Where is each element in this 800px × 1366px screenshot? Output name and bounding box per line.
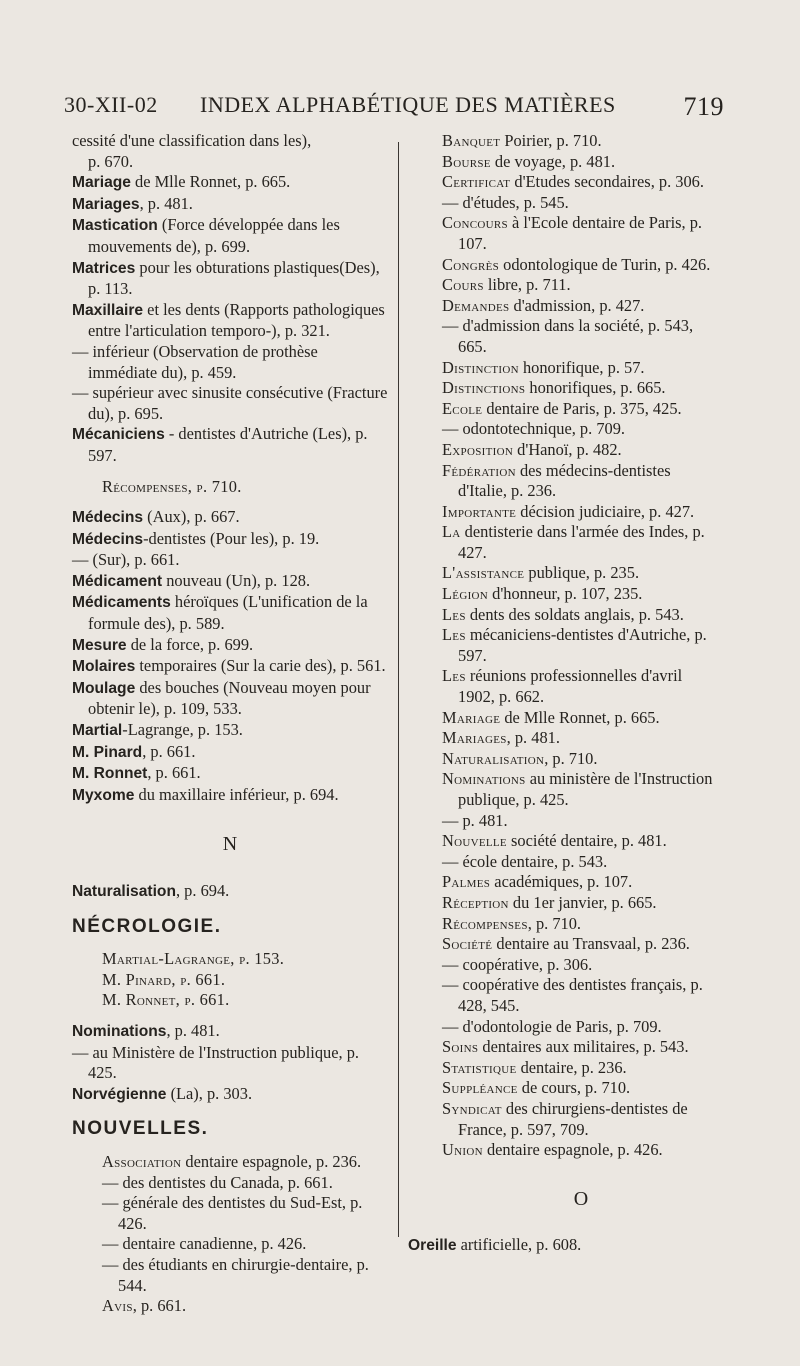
index-entry: Les réunions professionnelles d'avril 1902, p. 662. [442,666,683,707]
index-entry: Mariages, p. 481. [72,193,193,213]
index-subentry: — inférieur (Observation de prothèse immédiate du), p. 459. [72,341,318,382]
index-entry: Médicaments héroïques (L'unification de la formule des), p. 589. [72,592,368,634]
index-entry: Naturalisation, p. 710. [442,748,598,768]
index-subentry: — p. 481. [442,810,508,830]
index-subentry: — (Sur), p. 661. [72,550,180,570]
index-entry: Bourse de voyage, p. 481. [442,151,616,171]
right-column [408,131,720,1257]
index-subentry: M. Pinard, p. 661. [102,969,226,989]
index-subentry: — des dentistes du Canada, p. 661. [102,1172,333,1192]
index-entry: Importante décision judiciaire, p. 427. [442,501,695,521]
section-heading-nouvelles: NOUVELLES. [72,1118,209,1140]
page-number: 719 [683,92,724,121]
index-subentry: Avis, p. 661. [102,1296,187,1316]
index-entry: Exposition d'Hanoï, p. 482. [442,439,622,459]
index-subentry: M. Ronnet, p. 661. [102,990,230,1010]
index-subentry: Association dentaire espagnole, p. 236. [102,1151,362,1171]
index-entry: Norvégienne (La), p. 303. [72,1083,253,1103]
index-entry: M. Ronnet, p. 661. [72,763,201,783]
index-entry: Mesure de la force, p. 699. [72,634,254,654]
index-entry: Les dents des soldats anglais, p. 543. [442,604,684,624]
index-entry: Demandes d'admission, p. 427. [442,295,645,315]
index-entry: Maxillaire et les dents (Rapports pathologiques entre l'articulation temporo-), p. 321. [72,299,385,341]
index-entry: Mariages, p. 481. [442,728,560,748]
index-entry: Nominations, p. 481. [72,1020,220,1040]
index-entry: Mécaniciens - dentistes d'Autriche (Les), p. 597. [72,424,368,465]
index-subentry: — coopérative, p. 306. [442,954,593,974]
index-entry: L'assistance publique, p. 235. [442,563,640,583]
index-subentry: — supérieur avec sinusite consécutive (Fracture du), p. 695. [72,383,388,423]
header-title: INDEX ALPHABÉTIQUE DES MATIÈRES [200,92,616,117]
index-subentry: Martial-Lagrange, p. 153. [102,949,285,969]
index-entry: Ecole dentaire de Paris, p. 375, 425. [442,398,682,418]
index-subentry: — d'études, p. 545. [442,192,569,212]
index-subentry: — d'odontologie de Paris, p. 709. [442,1016,662,1036]
index-entry: Récompenses, p. 710. [442,913,582,933]
index-entry: Congrès odontologique de Turin, p. 426. [442,254,711,274]
index-entry: Oreille artificielle, p. 608. [408,1235,582,1255]
index-entry: cessité d'une classification dans les), p. 670. [72,131,312,171]
index-entry: Union dentaire espagnole, p. 426. [442,1140,663,1160]
index-entry: Myxome du maxillaire inférieur, p. 694. [72,784,339,804]
index-entry: Les mécaniciens-dentistes d'Autriche, p. 597. [442,625,707,665]
index-entry: Distinctions honorifiques, p. 665. [442,378,666,398]
index-entry: Récompenses, p. 710. [102,476,242,496]
section-heading-necrologie: NÉCROLOGIE. [72,915,222,937]
index-entry: Mastication (Force développée dans les mouvements de), p. 699. [72,215,340,256]
index-entry: Martial-Lagrange, p. 153. [72,720,243,740]
index-entry: Matrices pour les obturations plastiques(Des), p. 113. [72,257,380,299]
index-entry: Statistique dentaire, p. 236. [442,1057,627,1077]
index-subentry: — au Ministère de l'Instruction publique, p. 425. [72,1042,360,1083]
index-subentry: — d'admission dans la société, p. 543, 665. [442,316,694,356]
section-letter-o: O [573,1187,589,1210]
index-entry: Médecins-dentistes (Pour les), p. 19. [72,528,320,548]
header-date: 30-XII-02 [64,92,158,117]
index-entry: Fédération des médecins-dentistes d'Italie, p. 236. [442,460,671,501]
index-entry: M. Pinard, p. 661. [72,741,196,761]
index-entry: Mariage de Mlle Ronnet, p. 665. [442,707,660,727]
index-entry: Concours à l'Ecole dentaire de Paris, p. 107. [442,213,703,253]
running-header [64,92,724,126]
index-entry: Médicament nouveau (Un), p. 128. [72,570,311,590]
index-subentry: — odontotechnique, p. 709. [442,419,626,439]
index-subentry: — école dentaire, p. 543. [442,851,608,871]
index-entry: Syndicat des chirurgiens-dentistes de France, p. 597, 709. [442,1098,688,1139]
section-letter-n: N [222,833,238,856]
index-entry: Molaires temporaires (Sur la carie des), p. 561. [72,656,386,676]
index-entry: Palmes académiques, p. 107. [442,872,633,892]
index-entry: La dentisterie dans l'armée des Indes, p. 427. [442,522,705,562]
index-entry: Légion d'honneur, p. 107, 235. [442,584,643,604]
index-entry: Nouvelle société dentaire, p. 481. [442,831,667,851]
index-entry: Suppléance de cours, p. 710. [442,1078,631,1098]
index-entry: Soins dentaires aux militaires, p. 543. [442,1037,689,1057]
column-divider [398,142,399,1237]
index-entry: Réception du 1er janvier, p. 665. [442,892,657,912]
index-subentry: — des étudiants en chirurgie-dentaire, p. 544. [102,1254,369,1295]
index-entry: Médecins (Aux), p. 667. [72,507,240,527]
left-column [72,131,388,1317]
index-entry: Nominations au ministère de l'Instruction publique, p. 425. [442,769,713,809]
index-entry: Distinction honorifique, p. 57. [442,357,645,377]
index-entry: Mariage de Mlle Ronnet, p. 665. [72,172,291,192]
index-entry: Naturalisation, p. 694. [72,881,230,900]
index-entry: Moulage des bouches (Nouveau moyen pour obtenir le), p. 109, 533. [72,677,371,719]
index-entry: Banquet Poirier, p. 710. [442,131,602,150]
index-subentry: — générale des dentistes du Sud-Est, p. 426. [102,1193,363,1233]
index-entry: Cours libre, p. 711. [442,275,571,295]
index-entry: Certificat d'Etudes secondaires, p. 306. [442,172,704,192]
index-entry: Société dentaire au Transvaal, p. 236. [442,934,690,954]
index-subentry: — dentaire canadienne, p. 426. [102,1234,307,1254]
index-subentry: — coopérative des dentistes français, p. 428, 545. [442,975,703,1015]
